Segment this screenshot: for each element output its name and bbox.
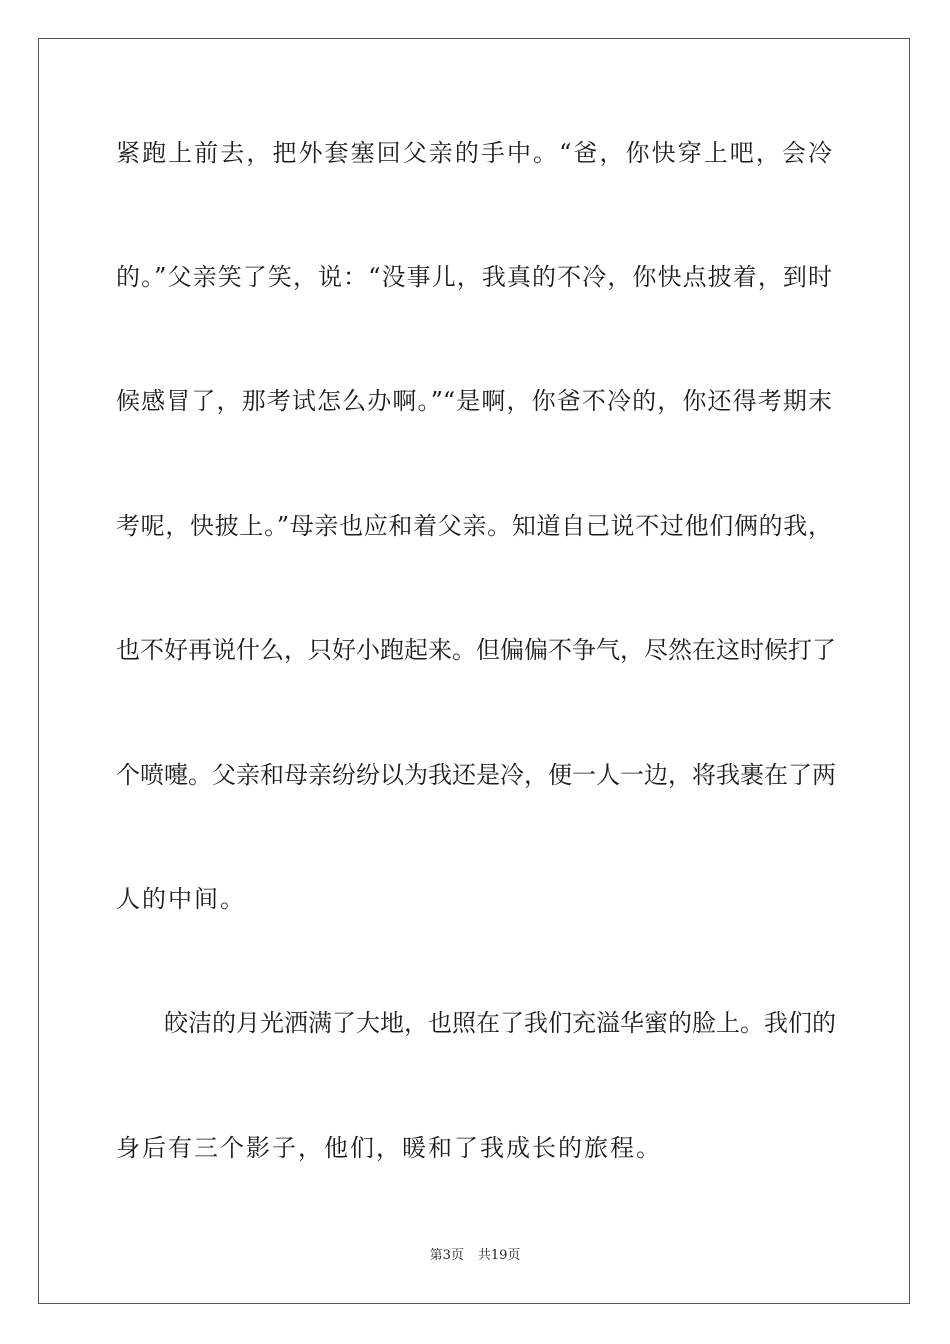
page-border	[38, 38, 910, 1304]
text-line: 考呢，快披上。”母亲也应和着父亲。知道自己说不过他们俩的我，	[116, 512, 832, 540]
page-number: 第3页	[429, 1248, 464, 1263]
text-line: 身后有三个影子，他们，暖和了我成长的旅程。	[116, 1134, 662, 1162]
text-line: 也不好再说什么，只好小跑起来。但偏偏不争气，尽然在这时候打了	[116, 636, 836, 664]
paragraph-first-line: 皎洁的月光洒满了大地，也照在了我们充溢华蜜的脸上。我们的	[164, 1009, 836, 1037]
page-footer	[0, 1247, 950, 1265]
text-line: 人的中间。	[116, 885, 246, 913]
text-line: 候感冒了，那考试怎么办啊。”“是啊，你爸不冷的，你还得考期末	[116, 387, 832, 415]
page-total: 共19页	[477, 1248, 521, 1263]
text-line: 个喷嚏。父亲和母亲纷纷以为我还是冷，便一人一边，将我裹在了两	[116, 761, 836, 789]
text-line: 紧跑上前去，把外套塞回父亲的手中。“爸，你快穿上吧，会冷	[116, 139, 832, 167]
text-line: 的。”父亲笑了笑，说：“没事儿，我真的不冷，你快点披着，到时	[116, 263, 832, 291]
